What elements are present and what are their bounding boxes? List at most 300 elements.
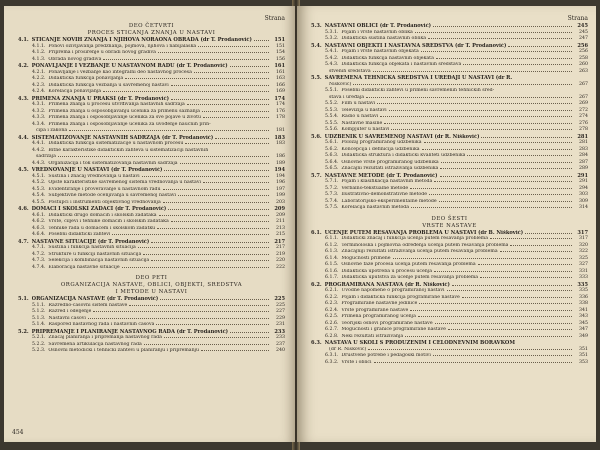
entry-title: Značajni rezultati istraživanja udžbenika (341, 166, 439, 171)
dot-leader (215, 138, 269, 139)
entry-title: PROGRAMIRANA NASTAVA (dr R. Nišković) (324, 281, 450, 288)
entry-number: 5.5.1. (325, 88, 339, 93)
dot-leader (418, 316, 572, 317)
entry-number: 5.7.1. (325, 179, 339, 184)
entry-title: Strukture u funkciji nastavnih situacija (48, 251, 142, 257)
left-page (4, 6, 295, 442)
dot-leader (180, 163, 269, 164)
entry-page: 151 (274, 37, 285, 43)
entry-title: Organizacija i tok sistematizovanja nastavnih sadržaja (48, 160, 178, 166)
entry-number: 5.3.2. (325, 36, 339, 41)
entry-page: 258 (579, 55, 588, 61)
dot-leader (510, 245, 572, 246)
entry-page: 353 (579, 359, 588, 365)
entry-number: 5.7. (311, 172, 322, 179)
dot-leader (525, 233, 572, 234)
entry-number: 4.2.3. (32, 82, 46, 88)
entry-number: 5.3.1. (325, 29, 339, 35)
entry-number: 4.3. (18, 95, 29, 102)
entry-number: 5.2.1. (32, 335, 46, 340)
entry-number: 5.1. (18, 296, 29, 302)
entry-number: 5.5.6. (325, 127, 339, 132)
dot-leader (254, 40, 269, 41)
entry-number: 5.5.5. (325, 120, 339, 126)
entry-page: 281 (577, 133, 588, 140)
entry-title: Didaktička suština nastavnih oblika (341, 36, 426, 41)
entry-page: 245 (577, 23, 588, 29)
entry-title: Primena znanja i osposobljavanje učenika za sve pojave u životu (48, 115, 202, 120)
dot-leader (415, 32, 572, 33)
entry-number: 4.5.4. (32, 193, 46, 198)
entry-number: 5.6.4. (325, 159, 339, 165)
entry-number: 6.1.1. (325, 236, 339, 241)
entry-page: 231 (276, 322, 285, 327)
entry-number: 4.2.4. (32, 89, 46, 94)
entry-title: Pojam i klasifikacija nastavnih metoda (341, 179, 433, 184)
entry-title: UČENJE PUTEM REŠAVANJA PROBLEMA U NASTAVI (dr B. Nišković) (324, 229, 524, 236)
entry-page: 156 (276, 56, 285, 62)
dot-leader (185, 143, 269, 144)
dot-leader (380, 116, 572, 117)
entry-number: 5.2.2. (32, 341, 46, 347)
entry-title: Osnovne faze procesa učenja putem rešavanja problema (341, 262, 476, 267)
entry-number: 5.7.4. (325, 198, 339, 204)
entry-number: 4.6.4. (32, 232, 46, 237)
dot-leader (467, 155, 572, 156)
entry-number: 6.2.2. (325, 294, 339, 300)
entry-page: 219 (276, 251, 285, 257)
dot-leader (422, 149, 572, 150)
entry-page: 213 (276, 225, 285, 231)
entry-number: 4.7.3. (32, 258, 46, 263)
entry-page: 331 (579, 268, 588, 274)
dot-leader (156, 324, 269, 325)
entry-page: 240 (276, 348, 285, 353)
entry-title: Film u nastavi (341, 101, 376, 106)
entry-title: Suština i funkcija nastavnih situacija (48, 245, 136, 250)
dot-leader (410, 310, 572, 311)
dot-leader (424, 142, 572, 143)
entry-title: Didaktička uputstva za učenje putem rešavanja problema (341, 275, 479, 280)
dot-leader (421, 51, 572, 52)
entry-page: 276 (579, 120, 588, 126)
entry-number: 5.6.3. (325, 153, 339, 158)
dot-leader (129, 305, 269, 306)
entry-title: Raspored nastavnog rada i nastavnih časova (48, 322, 155, 327)
entry-title: stvenih sredstava (329, 68, 371, 74)
entry-number: 4.4.2. (32, 147, 46, 153)
entry-title: Korelacija nastavnih metoda (341, 205, 410, 210)
entry-page: 291 (579, 179, 588, 184)
entry-page: 174 (276, 102, 285, 107)
dot-leader (168, 209, 269, 210)
entry-number: 4.4.3. (32, 160, 46, 166)
dot-leader (103, 91, 269, 92)
entry-number: 5.7.3. (325, 192, 339, 197)
dot-leader (433, 355, 572, 356)
section-heading: DEO PETI (135, 275, 168, 281)
entry-page: 186 (276, 154, 285, 159)
entry-page: 151 (276, 43, 285, 49)
dot-leader (163, 202, 269, 203)
dot-leader (203, 182, 269, 183)
entry-title: Društvene potrebe i pedagoški motivi (341, 353, 431, 358)
dot-leader (88, 318, 269, 319)
entry-page: 338 (579, 301, 588, 306)
right-page-header (311, 15, 588, 23)
entry-number: 6.2.7. (325, 327, 339, 332)
entry-number: 4.6.3. (32, 225, 46, 231)
entry-number: 4.3.3. (32, 115, 46, 120)
entry-number: 4.1.1. (32, 43, 46, 49)
entry-page: 281 (579, 140, 588, 145)
entry-number: 5.6. (311, 133, 322, 140)
dot-leader (377, 103, 572, 104)
entry-title: Didaktička struktura i didaktički kvaliteti udžbenika (341, 153, 466, 158)
section-heading: DEO ČETVRTI (128, 23, 175, 29)
entry-number: 5.5.4. (325, 114, 339, 119)
entry-page: 209 (274, 206, 285, 212)
entry-number: 4.5.2. (32, 180, 46, 185)
entry-title: Uvodne napomene o programiranoj nastavi (341, 288, 445, 293)
entry-title: PRIPREMANJE I PLANIRANJE NASTAVNOG RADA (dr T. Prodanović) (31, 328, 229, 335)
dot-leader (366, 97, 572, 98)
entry-title: Terminološka i pojmovna određenja učenja putem rešavanja problema (341, 242, 509, 248)
dot-leader (481, 137, 572, 138)
entry-number: 4.6.2. (32, 219, 46, 224)
dot-leader (373, 71, 572, 72)
entry-number: 5.5. (311, 75, 322, 81)
entry-page: 291 (577, 172, 588, 179)
entry-title: Savremena artikulacija nastavnog rada (48, 341, 142, 347)
dot-leader (393, 258, 572, 259)
entry-page: 267 (579, 81, 588, 87)
dot-leader (410, 188, 572, 189)
dot-leader (171, 221, 269, 222)
entry-number: 4.7.1. (32, 245, 46, 250)
entry-page: 217 (276, 245, 285, 250)
entry-number: 4.6. (18, 206, 29, 212)
dot-leader (434, 181, 572, 182)
entry-title: Didaktička upotreba u procesu učenja (341, 268, 433, 274)
dot-leader (69, 130, 269, 131)
entry-number: 6.1. (311, 229, 322, 236)
entry-page: 351 (579, 346, 588, 352)
entry-page: 351 (579, 353, 588, 358)
entry-title: Vrste i oblici (341, 359, 372, 365)
dot-leader (440, 176, 573, 177)
entry-page: 189 (276, 160, 285, 166)
entry-title: Obrada novog gradiva (48, 56, 102, 62)
dot-leader (164, 170, 269, 171)
entry-title: Elaboracija nastavne situacije (48, 264, 120, 270)
entry-title: (dr R. Nišković) (329, 346, 367, 352)
dot-leader (436, 58, 572, 59)
dot-leader (353, 84, 572, 85)
entry-title: Osnovne vrste programiranog udžbenika (341, 159, 439, 165)
entry-title: NASTAVNE METODE (dr T. Prodanović) (324, 172, 438, 179)
entry-number: 6.1.2. (325, 242, 339, 248)
entry-title: NASTAVNI OBLICI (dr T. Prodanović) (324, 23, 432, 29)
entry-number: 4.2.2. (32, 76, 46, 81)
entry-page: 260 (579, 62, 588, 67)
entry-page: 154 (276, 50, 285, 55)
entry-page: 333 (579, 275, 588, 280)
dot-leader (157, 228, 269, 229)
entry-number: 4.4. (18, 134, 29, 141)
dot-leader (198, 46, 269, 47)
section-heading: VRSTE NASTAVE (422, 222, 477, 229)
entry-number: 6.3.2. (325, 359, 339, 365)
entry-number: 5.4. (311, 42, 322, 49)
entry-number: 5.6.2. (325, 146, 339, 152)
dot-leader (112, 234, 269, 235)
dot-leader (405, 336, 572, 337)
entry-title: Primena znanja u procesu utvrđivanja nastavnih sadržaja (48, 102, 185, 107)
entry-title: Kompjuter u nastavi (341, 127, 390, 132)
entry-title: Pojam i vrste nastavnih oblika (341, 29, 413, 35)
dot-leader (452, 285, 572, 286)
entry-page: 233 (274, 328, 285, 335)
section-heading: ORGANIZACIJA NASTAVE, OBLICI, OBJEKTI, SREDSTVA (60, 282, 243, 288)
entry-title: Posebni didaktički zahtevi (48, 232, 111, 237)
entry-page: 269 (579, 101, 588, 106)
entry-page: 278 (579, 127, 588, 132)
entry-title: Teorijski osnovi programirane nastave (341, 320, 433, 326)
entry-page: 347 (579, 327, 588, 332)
entry-title: Laboratorijsko-eksperimentalne metode (341, 198, 437, 204)
entry-number: 4.5.3. (32, 186, 46, 192)
dot-leader (440, 168, 572, 169)
dot-leader (160, 299, 269, 300)
entry-page: 161 (274, 63, 285, 69)
dot-leader (187, 104, 269, 105)
entry-title: ORGANIZACIJA NASTAVE (dr T. Prodanović) (31, 296, 159, 302)
entry-title: Nišković) (329, 81, 352, 87)
dot-leader (178, 195, 269, 196)
section-heading: PROCES STICANJA ZNANJA U NASTAVI (87, 30, 216, 36)
entry-page: 294 (579, 185, 588, 191)
entry-title: Položaj programiranog udžbenika (341, 140, 422, 145)
section-heading: I METODE U NASTAVI (115, 289, 188, 295)
entry-page: 225 (276, 302, 285, 308)
entry-title: Nastavni časovi (48, 315, 86, 321)
entry-number: 5.6.1. (325, 140, 339, 145)
dot-leader (411, 207, 572, 208)
entry-page: 263 (579, 68, 588, 74)
entry-page: 233 (276, 335, 285, 340)
entry-title: Televizija u nastavi (341, 107, 387, 113)
dot-leader (171, 85, 269, 86)
entry-number: 5.1.3. (32, 315, 46, 321)
dot-leader (230, 332, 269, 333)
entry-number: 4.3.2. (32, 108, 46, 114)
dot-leader (202, 111, 269, 112)
entry-number: 5.2.3. (32, 348, 46, 353)
entry-title: Vrste programirane nastave (341, 307, 409, 313)
dot-leader (164, 337, 269, 338)
entry-number: 6.1.7. (325, 275, 339, 280)
dot-leader (171, 99, 269, 100)
dot-leader (435, 323, 572, 324)
entry-title: Radio u nastavi (341, 114, 379, 119)
right-page (297, 6, 596, 442)
dot-leader (103, 59, 269, 60)
entry-title: SAVREMENA TEHNIČKA SREDSTVA I UREĐAJI U NASTAVI (dr R. (324, 75, 513, 81)
entry-title: Ponovi oživljavanja predznanja, pojmova, njihova i nabijalaška (48, 43, 197, 49)
entry-page: 183 (276, 141, 285, 146)
dot-leader (439, 201, 572, 202)
entry-number: 6.2. (311, 281, 322, 288)
dot-leader (462, 297, 572, 298)
entry-page: 283 (579, 146, 588, 152)
entry-title: Suština i značaj vrednovanja u nastavi (48, 173, 140, 179)
entry-page: 341 (579, 307, 588, 313)
entry-number: 4.3.4. (32, 121, 46, 127)
entry-title: Postupci i instrumenti objektivnog vrednovanja (48, 199, 161, 205)
dot-leader (151, 260, 269, 261)
entry-title: Pojam i vrste nastavnih objekata (341, 49, 419, 54)
entry-title: Korelacija ponavljanja (48, 89, 102, 94)
entry-number: 4.5.5. (32, 199, 46, 205)
entry-title: Tehnike rada u domaćem i školskom zadatku (48, 225, 156, 231)
entry-title: SISTEMATIZOVANJE NASTAVNIH SADRŽAJA (dr T. Prodanović) (31, 134, 214, 141)
entry-number: 6.2.4. (325, 307, 339, 313)
entry-page: 183 (274, 134, 285, 141)
entry-page: 229 (276, 315, 285, 321)
toc-entry (311, 360, 588, 367)
dot-leader (158, 52, 269, 53)
dot-leader (508, 46, 572, 47)
dot-leader (58, 156, 269, 157)
entry-page: 289 (579, 166, 588, 171)
entry-page: 181 (276, 128, 285, 133)
dot-leader (384, 123, 572, 124)
entry-number: 4.1. (18, 37, 29, 43)
dot-leader (163, 189, 269, 190)
entry-number: 5.4.3. (325, 62, 339, 67)
entry-title: VREDNOVANJE U NASTAVI (dr T. Prodanović) (31, 167, 163, 173)
entry-number: 6.1.6. (325, 268, 339, 274)
entry-title: Nastavne mašine (341, 120, 383, 126)
dot-leader (447, 290, 573, 291)
entry-page: 314 (579, 205, 588, 210)
entry-number: 5.4.2. (325, 55, 339, 61)
entry-title: Ilustrativno-demonstrativne metode (341, 192, 427, 197)
entry-title: Verbalno-tekstualne metode (341, 185, 409, 191)
entry-number: 4.2.1. (32, 69, 46, 75)
entry-number: 4.5.1. (32, 173, 46, 179)
entry-title: Selekcija i kombinacija nastavnih situacija (48, 258, 150, 263)
entry-title: Priprema i proširenje u obradi novog gradiva (48, 50, 156, 55)
entry-page: 209 (276, 212, 285, 218)
entry-page: 317 (579, 236, 588, 241)
entry-page: 203 (276, 199, 285, 205)
entry-page: 336 (579, 294, 588, 300)
entry-page: 272 (579, 107, 588, 113)
section-heading: DEO ŠESTI (431, 215, 468, 222)
entry-title: Vrste, ciljevi i tehnike domaćih i školskih zadataka (48, 219, 169, 224)
entry-title: Programirane nastavne jedinice (341, 301, 418, 306)
entry-number: 5.6.5. (325, 166, 339, 171)
entry-title: Didaktička funkcija nastavnih objekata (341, 55, 434, 61)
entry-page: 178 (276, 115, 285, 120)
entry-number: 6.2.6. (325, 320, 339, 326)
dot-leader (389, 110, 572, 111)
entry-number: 6.3.1. (325, 353, 339, 358)
entry-title: NASTAVA U ŠKOLI S PRODUŽENIM I CELODNEVNIM BORAVKOM (324, 340, 515, 346)
entry-number: 4.7. (18, 238, 29, 245)
dot-leader (463, 64, 572, 65)
entry-page: 349 (579, 333, 588, 339)
entry-page: 166 (276, 82, 285, 88)
entry-page: 194 (274, 167, 285, 173)
entry-number: 6.1.3. (325, 249, 339, 254)
entry-number: 4.7.2. (32, 251, 46, 257)
entry-page: 256 (579, 49, 588, 54)
entry-page: 199 (276, 193, 285, 198)
entry-title: Didaktički značaj i funkcija učenja putem rešavanja problema (341, 236, 489, 241)
entry-title: STICANJE NOVIH ZNANJA I NJIHOVA NORAONA OBRADA (dr T. Prodanović) (31, 37, 252, 43)
dot-leader (478, 264, 572, 265)
entry-number: 4.7.4. (32, 264, 46, 270)
entry-title: Opšte karakteristike savremenog sistema vrednovanja u nastavi (48, 180, 201, 185)
left-page-column-label: Strana (264, 15, 285, 22)
entry-page: 247 (579, 36, 588, 41)
entry-title: Bitne karakteristike didaktičkih zahteva u sistematizaciji nastavnih (48, 147, 209, 153)
entry-page: 335 (577, 281, 588, 288)
entry-title: Primena znanja i osposobljavanje učenika za uvođenje naučnih prin- (48, 121, 211, 127)
dot-leader (142, 176, 269, 177)
dot-leader (428, 38, 572, 39)
entry-title: Mogućnosti primene (341, 255, 391, 261)
entry-title: Razred i odeljenje (48, 309, 92, 314)
entry-title: cipa i zakona (36, 128, 68, 133)
dot-leader (122, 267, 269, 268)
entry-number: 6.1.4. (325, 255, 339, 261)
entry-number: 6.2.5. (325, 314, 339, 319)
entry-page: 217 (274, 238, 285, 245)
entry-number: 4.5. (18, 167, 29, 173)
dot-leader (159, 215, 269, 216)
entry-number: 4.3.1. (32, 102, 46, 107)
entry-page: 176 (276, 108, 285, 114)
entry-number: 4.6.1. (32, 212, 46, 218)
entry-title: Mogućnosti i granice programirane nastave (341, 327, 446, 332)
entry-title: Razredno-časovni sistem nastave (48, 302, 128, 308)
entry-title: Značaj planiranja i pripremanja nastavnog rada (48, 335, 162, 340)
entry-title: NASTAVNE SITUACIJE (dr T. Prodanović) (31, 238, 150, 245)
entry-page: 245 (579, 29, 588, 35)
dot-leader (125, 78, 269, 79)
entry-title: Pojam i didaktička funkcija programirane nastave (341, 294, 460, 300)
right-page-column-label: Strana (567, 15, 588, 22)
entry-page: 327 (579, 262, 588, 267)
entry-page: 274 (579, 114, 588, 119)
dot-leader (203, 117, 269, 118)
entry-page: 284 (579, 153, 588, 158)
dot-leader (151, 242, 269, 243)
entry-title: NASTAVNI OBJEKTI I NASTAVNA SREDSTVA (dr T. Prodanović) (324, 42, 507, 49)
dot-leader (433, 26, 572, 27)
entry-title: Ponavljanje i vežbanje kao integralni deo nastavnog procesa (48, 69, 192, 75)
dot-leader (500, 251, 572, 252)
entry-number: 5.5.3. (325, 107, 339, 113)
left-toc (18, 23, 285, 355)
entry-page: 196 (276, 180, 285, 185)
entry-number: 5.2. (18, 328, 29, 335)
entry-number: 5.4.1. (325, 49, 339, 54)
